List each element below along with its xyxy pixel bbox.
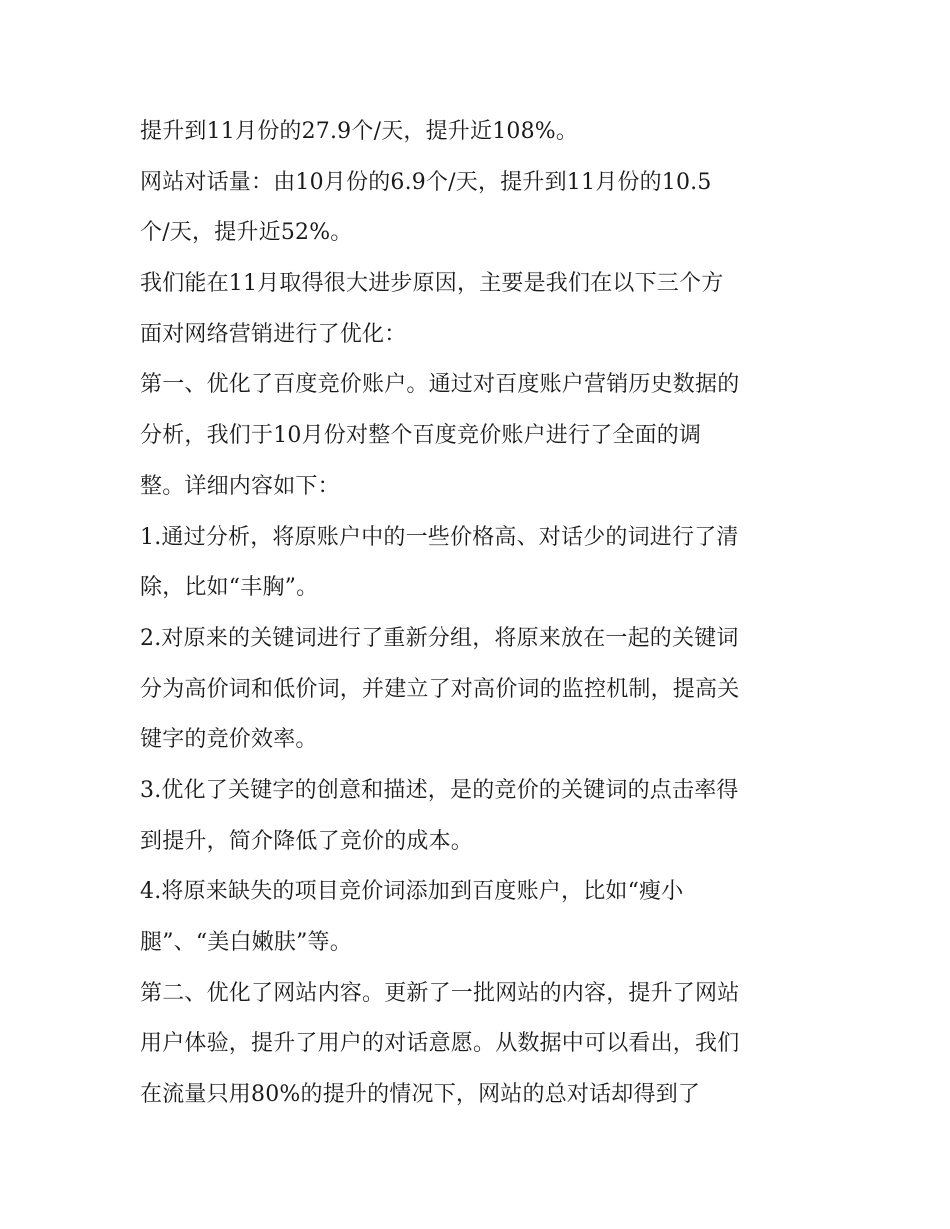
- text-line: 第二、优化了网站内容。更新了一批网站的内容，提升了网站: [140, 980, 740, 1006]
- text-line: 网站对话量：由10月份的6.9个/天，提升到11月份的10.5: [140, 169, 712, 195]
- text-line: 个/天，提升近52%。: [140, 220, 353, 246]
- text-line: 提升到11月份的27.9个/天，提升近108%。: [140, 119, 579, 144]
- text-line: 4.将原来缺失的项目竞价词添加到百度账户，比如“瘦小: [140, 879, 684, 905]
- text-line: 键字的竞价效率。: [140, 727, 318, 753]
- text-line: 3.优化了关键字的创意和描述，是的竞价的关键词的点击率得: [140, 777, 739, 803]
- text-line: 在流量只用80%的提升的情况下，网站的总对话却得到了: [140, 1082, 701, 1108]
- body-text: [140, 107, 820, 1121]
- text-line: 分为高价词和低价词，并建立了对高价词的监控机制，提高关: [140, 676, 740, 702]
- text-line: 用户体验，提升了用户的对话意愿。从数据中可以看出，我们: [140, 1031, 740, 1057]
- text-line: 分析，我们于10月份对整个百度竞价账户进行了全面的调: [140, 423, 702, 449]
- text-line: 面对网络营销进行了优化：: [140, 321, 407, 347]
- text-line: 第一、优化了百度竞价账户。通过对百度账户营销历史数据的: [140, 372, 740, 398]
- text-line: 整。详细内容如下：: [140, 473, 340, 499]
- text-line: 我们能在11月取得很大进步原因，主要是我们在以下三个方: [140, 271, 724, 297]
- text-line: 到提升，简介降低了竞价的成本。: [140, 828, 474, 854]
- text-line: 2.对原来的关键词进行了重新分组，将原来放在一起的关键词: [140, 625, 739, 651]
- text-line: 1.通过分析，将原账户中的一些价格高、对话少的词进行了清: [140, 524, 739, 550]
- text-line: 除，比如“丰胸”。: [140, 575, 319, 601]
- text-line: 腿”、“美白嫩肤”等。: [140, 930, 352, 955]
